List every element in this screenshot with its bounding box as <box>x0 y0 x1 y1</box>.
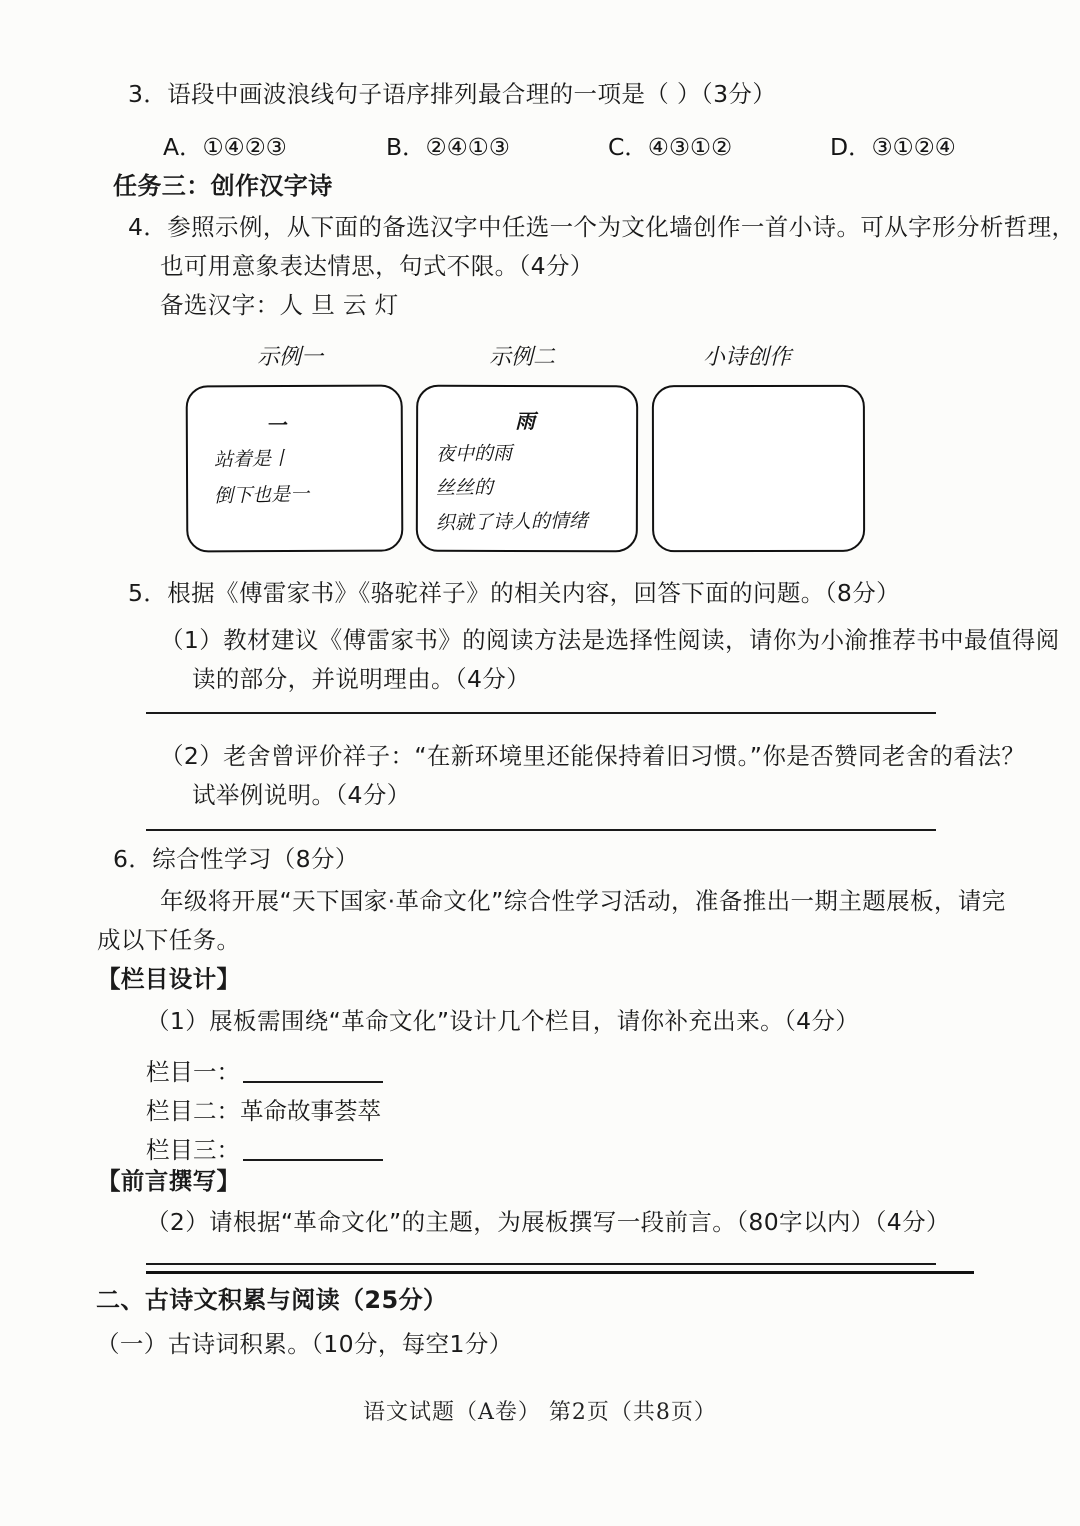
section-divider <box>146 1271 974 1274</box>
option-b-value: ②④①③ <box>425 133 510 161</box>
question3-option-a[interactable] <box>163 128 287 162</box>
question6-sub1: （1）展板需围绕“革命文化”设计几个栏目，请你补充出来。（4分） <box>146 1007 860 1035</box>
example1-poem-line1: 站着是丨 <box>213 447 291 472</box>
section2-subtitle: （一）古诗词积累。（10分，每空1分） <box>96 1330 513 1358</box>
example1-poem-box <box>186 385 404 553</box>
question3-stem: 3．语段中画波浪线句子语序排列最合理的一项是（ ）（3分） <box>128 80 777 108</box>
column-item-3[interactable] <box>146 1131 383 1165</box>
page-footer: 语文试题（A卷） 第2页（共8页） <box>363 1400 717 1425</box>
column-item-1[interactable] <box>146 1053 383 1087</box>
question4-stem-line2: 也可用意象表达情思，句式不限。（4分） <box>160 252 594 280</box>
question5-sub2-answer-line[interactable] <box>146 829 936 831</box>
question6-sub2-answer-line[interactable] <box>146 1263 936 1265</box>
column-item-1-blank[interactable] <box>243 1064 383 1083</box>
example2-poem-line2: 丝丝的 <box>435 476 494 500</box>
example1-poem-line2: 倒下也是一 <box>213 483 310 508</box>
option-b-key: B． <box>386 133 426 161</box>
column-item-2 <box>146 1092 381 1126</box>
question4-candidate-characters: 备选汉字：人 旦 云 灯 <box>160 291 399 319</box>
question3-option-d[interactable] <box>830 128 956 162</box>
option-a-key: A． <box>163 133 203 161</box>
example2-poem-title: 雨 <box>515 408 536 434</box>
column-item-2-value: 革命故事荟萃 <box>240 1097 381 1125</box>
task3-heading: 任务三：创作汉字诗 <box>113 172 333 200</box>
student-poem-answer-box[interactable] <box>652 385 865 552</box>
column-item-1-label: 栏目一： <box>146 1058 240 1086</box>
example1-caption: 示例一 <box>257 345 324 370</box>
example2-poem-line3: 织就了诗人的情绪 <box>435 509 589 535</box>
example2-poem-line1: 夜中的雨 <box>435 442 513 466</box>
question6-paragraph-line2: 成以下任务。 <box>97 926 241 954</box>
question5-sub1-line2: 读的部分，并说明理由。（4分） <box>192 665 531 693</box>
question5-sub1-answer-line[interactable] <box>146 712 936 714</box>
example1-poem-title: 一 <box>265 413 286 438</box>
section2-title: 二、古诗文积累与阅读（25分） <box>96 1286 448 1314</box>
question5-sub2-line2: 试举例说明。（4分） <box>192 781 411 809</box>
option-d-key: D． <box>830 133 872 161</box>
option-d-value: ③①②④ <box>871 133 956 161</box>
question6-sub2: （2）请根据“革命文化”的主题，为展板撰写一段前言。（80字以内）（4分） <box>146 1208 950 1236</box>
option-c-value: ④③①② <box>647 133 733 161</box>
question6-paragraph-line1: 年级将开展“天下国家·革命文化”综合性学习活动，准备推出一期主题展板，请完 <box>160 887 1006 915</box>
example2-caption: 示例二 <box>489 345 556 370</box>
poem-creation-caption: 小诗创作 <box>703 345 792 370</box>
column-item-3-blank[interactable] <box>243 1142 383 1161</box>
option-c-key: C． <box>608 133 648 161</box>
question5-stem: 5．根据《傅雷家书》《骆驼祥子》的相关内容，回答下面的问题。（8分） <box>128 579 901 607</box>
preface-writing-heading: 【前言撰写】 <box>97 1167 241 1195</box>
question4-stem-line1: 4．参照示例，从下面的备选汉字中任选一个为文化墙创作一首小诗。可从字形分析哲理， <box>128 213 1076 241</box>
column-item-3-label: 栏目三： <box>146 1136 240 1164</box>
question5-sub1-line1: （1）教材建议《傅雷家书》的阅读方法是选择性阅读，请你为小渝推荐书中最值得阅 <box>160 626 1060 654</box>
question5-sub2-line1: （2）老舍曾评价祥子：“在新环境里还能保持着旧习惯。”你是否赞同老舍的看法？ <box>160 742 1026 770</box>
column-design-heading: 【栏目设计】 <box>97 965 241 993</box>
option-a-value: ①④②③ <box>202 133 287 161</box>
question3-option-c[interactable] <box>608 128 732 162</box>
question6-stem: 6．综合性学习（8分） <box>113 845 359 873</box>
example2-poem-box <box>416 385 638 553</box>
column-item-2-label: 栏目二： <box>146 1097 240 1125</box>
question3-option-b[interactable] <box>386 128 510 162</box>
